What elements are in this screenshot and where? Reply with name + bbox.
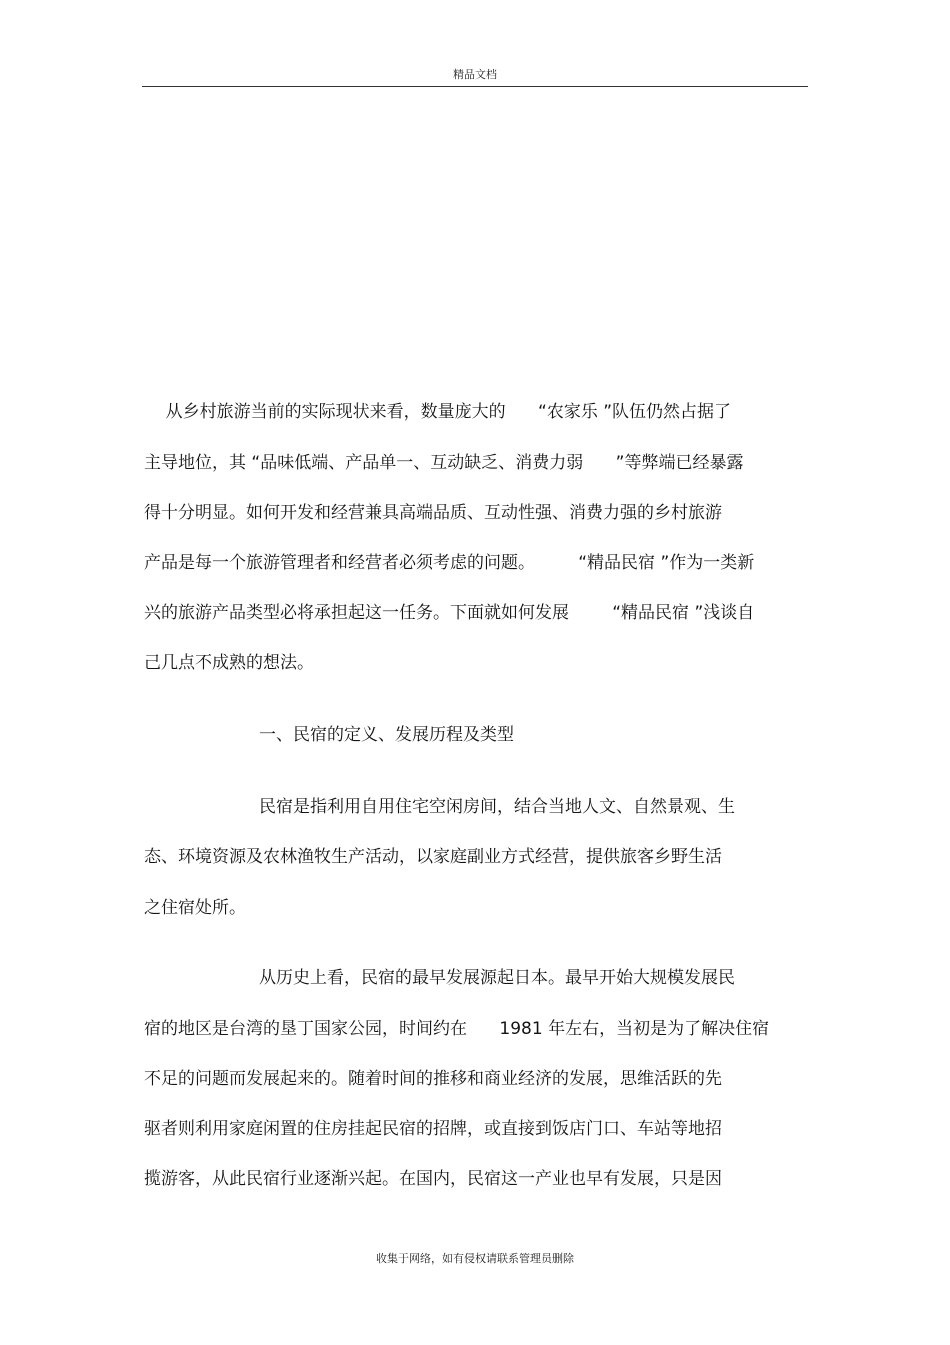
paragraph-1-line-1: 从乡村旅游当前的实际现状来看，数量庞大的 “农家乐 ”队伍仍然占据了 [144,402,732,422]
paragraph-1-line-6: 己几点不成熟的想法。 [144,653,314,673]
paragraph-3-line-4: 驱者则利用家庭闲置的住房挂起民宿的招牌，或直接到饭店门口、车站等地招 [144,1119,722,1139]
header-divider [142,86,808,87]
paragraph-1-line-5: 兴的旅游产品类型必将承担起这一任务。下面就如何发展 “精品民宿 ”浅谈自 [144,603,755,623]
paragraph-3-line-1: 从历史上看，民宿的最早发展源起日本。最早开始大规模发展民 [259,968,735,988]
paragraph-1-line-3: 得十分明显。如何开发和经营兼具高端品质、互动性强、消费力强的乡村旅游 [144,503,722,523]
paragraph-2-line-1: 民宿是指利用自用住宅空闲房间，结合当地人文、自然景观、生 [259,797,735,817]
page-header-title: 精品文档 [453,68,497,81]
paragraph-2-line-3: 之住宿处所。 [144,898,246,918]
paragraph-2-line-2: 态、环境资源及农林渔牧生产活动，以家庭副业方式经营，提供旅客乡野生活 [144,847,722,867]
paragraph-1-line-2: 主导地位，其 “品味低端、产品单一、互动缺乏、消费力弱 ”等弊端已经暴露 [144,453,744,473]
paragraph-1-line-4: 产品是每一个旅游管理者和经营者必须考虑的问题。 “精品民宿 ”作为一类新 [144,553,755,573]
paragraph-3-line-5: 揽游客，从此民宿行业逐渐兴起。在国内，民宿这一产业也早有发展，只是因 [144,1169,722,1189]
section-heading: 一、民宿的定义、发展历程及类型 [259,725,514,745]
paragraph-3-line-3: 不足的问题而发展起来的。随着时间的推移和商业经济的发展，思维活跃的先 [144,1069,722,1089]
page-footer-note: 收集于网络，如有侵权请联系管理员删除 [376,1252,574,1265]
paragraph-3-line-2: 宿的地区是台湾的垦丁国家公园，时间约在 1981 年左右，当初是为了解决住宿 [144,1019,770,1039]
